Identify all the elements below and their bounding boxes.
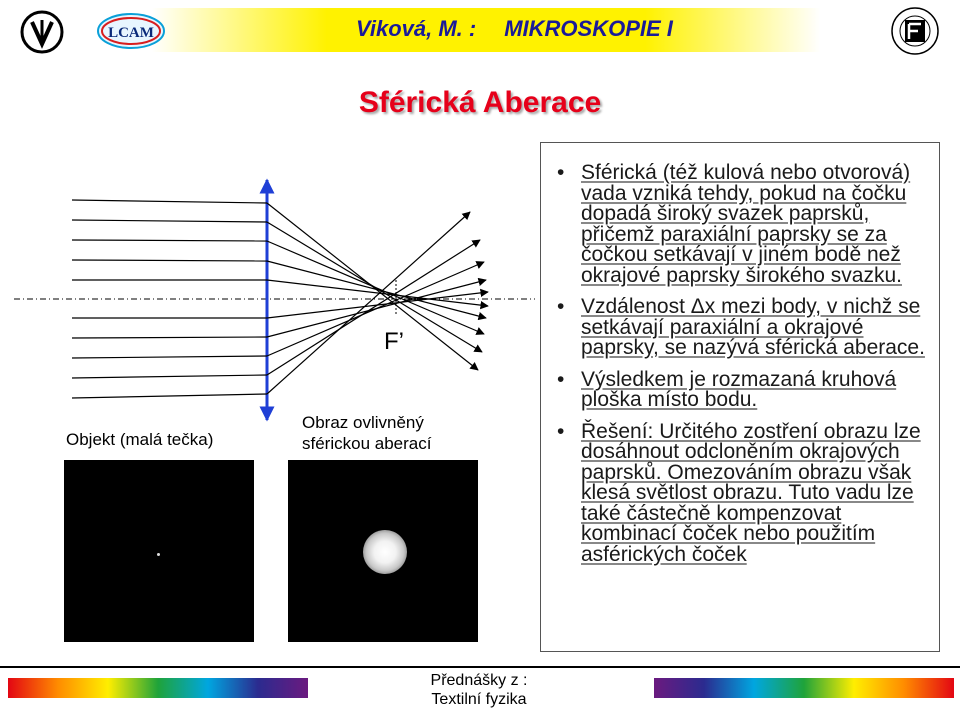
footer-line2: Textilní fyzika bbox=[431, 691, 527, 708]
bullet-item: • Sférická (též kulová nebo otvorová) vada vzniká tehdy, pokud na čočku dopadá široký svazek paprsků, přičemž paraxiální paprsky se za čočkou setkávají v jiném bodě než okrajové paprsky širokého svazku. bbox=[557, 163, 929, 286]
footer-caption bbox=[404, 670, 554, 710]
image-label bbox=[302, 412, 431, 454]
focus-label: F’ bbox=[384, 328, 404, 355]
bullet-item: • Výsledkem je rozmazaná kruhová ploška místo bodu. bbox=[557, 370, 929, 411]
blurred-spot bbox=[363, 530, 407, 574]
header-author: Viková, M. : bbox=[356, 16, 477, 41]
bullet-item: • Řešení: Určitého zostření obrazu lze dosáhnout odcloněním okrajových paprsků. Omezováním obrazu však klesá světlost obrazu. Tuto vadu lze také částečně kompenzovat kombinací čoček nebo použitím asférických čoček bbox=[557, 422, 929, 566]
footer-rainbow-left bbox=[8, 678, 308, 698]
object-image-box bbox=[64, 460, 254, 642]
lcam-logo-icon bbox=[96, 12, 166, 50]
header-course: MIKROSKOPIE I bbox=[504, 16, 673, 41]
aberrated-image-box bbox=[288, 460, 478, 642]
bullet-list bbox=[541, 143, 939, 565]
tul-logo-icon bbox=[20, 10, 64, 54]
university-seal-icon bbox=[890, 6, 940, 56]
page-title: Sférická Aberace bbox=[358, 86, 602, 119]
svg-text:LCAM: LCAM bbox=[108, 25, 154, 41]
footer-rainbow-right bbox=[654, 678, 954, 698]
bullet-item: • Vzdálenost Δx mezi body, v nichž se setkávají paraxiální a okrajové paprsky, se nazývá sférická aberace. bbox=[557, 297, 929, 359]
image-label-line1: Obraz ovlivněný bbox=[302, 413, 424, 432]
image-label-line2: sférickou aberací bbox=[302, 434, 432, 453]
spherical-aberration-diagram bbox=[0, 140, 540, 440]
point-object bbox=[157, 553, 160, 556]
header-title bbox=[356, 16, 673, 42]
footer bbox=[0, 666, 960, 711]
object-label: Objekt (malá tečka) bbox=[66, 430, 214, 449]
explanation-textbox bbox=[540, 142, 940, 652]
footer-line1: Přednášky z : bbox=[430, 672, 528, 689]
header bbox=[0, 0, 960, 68]
